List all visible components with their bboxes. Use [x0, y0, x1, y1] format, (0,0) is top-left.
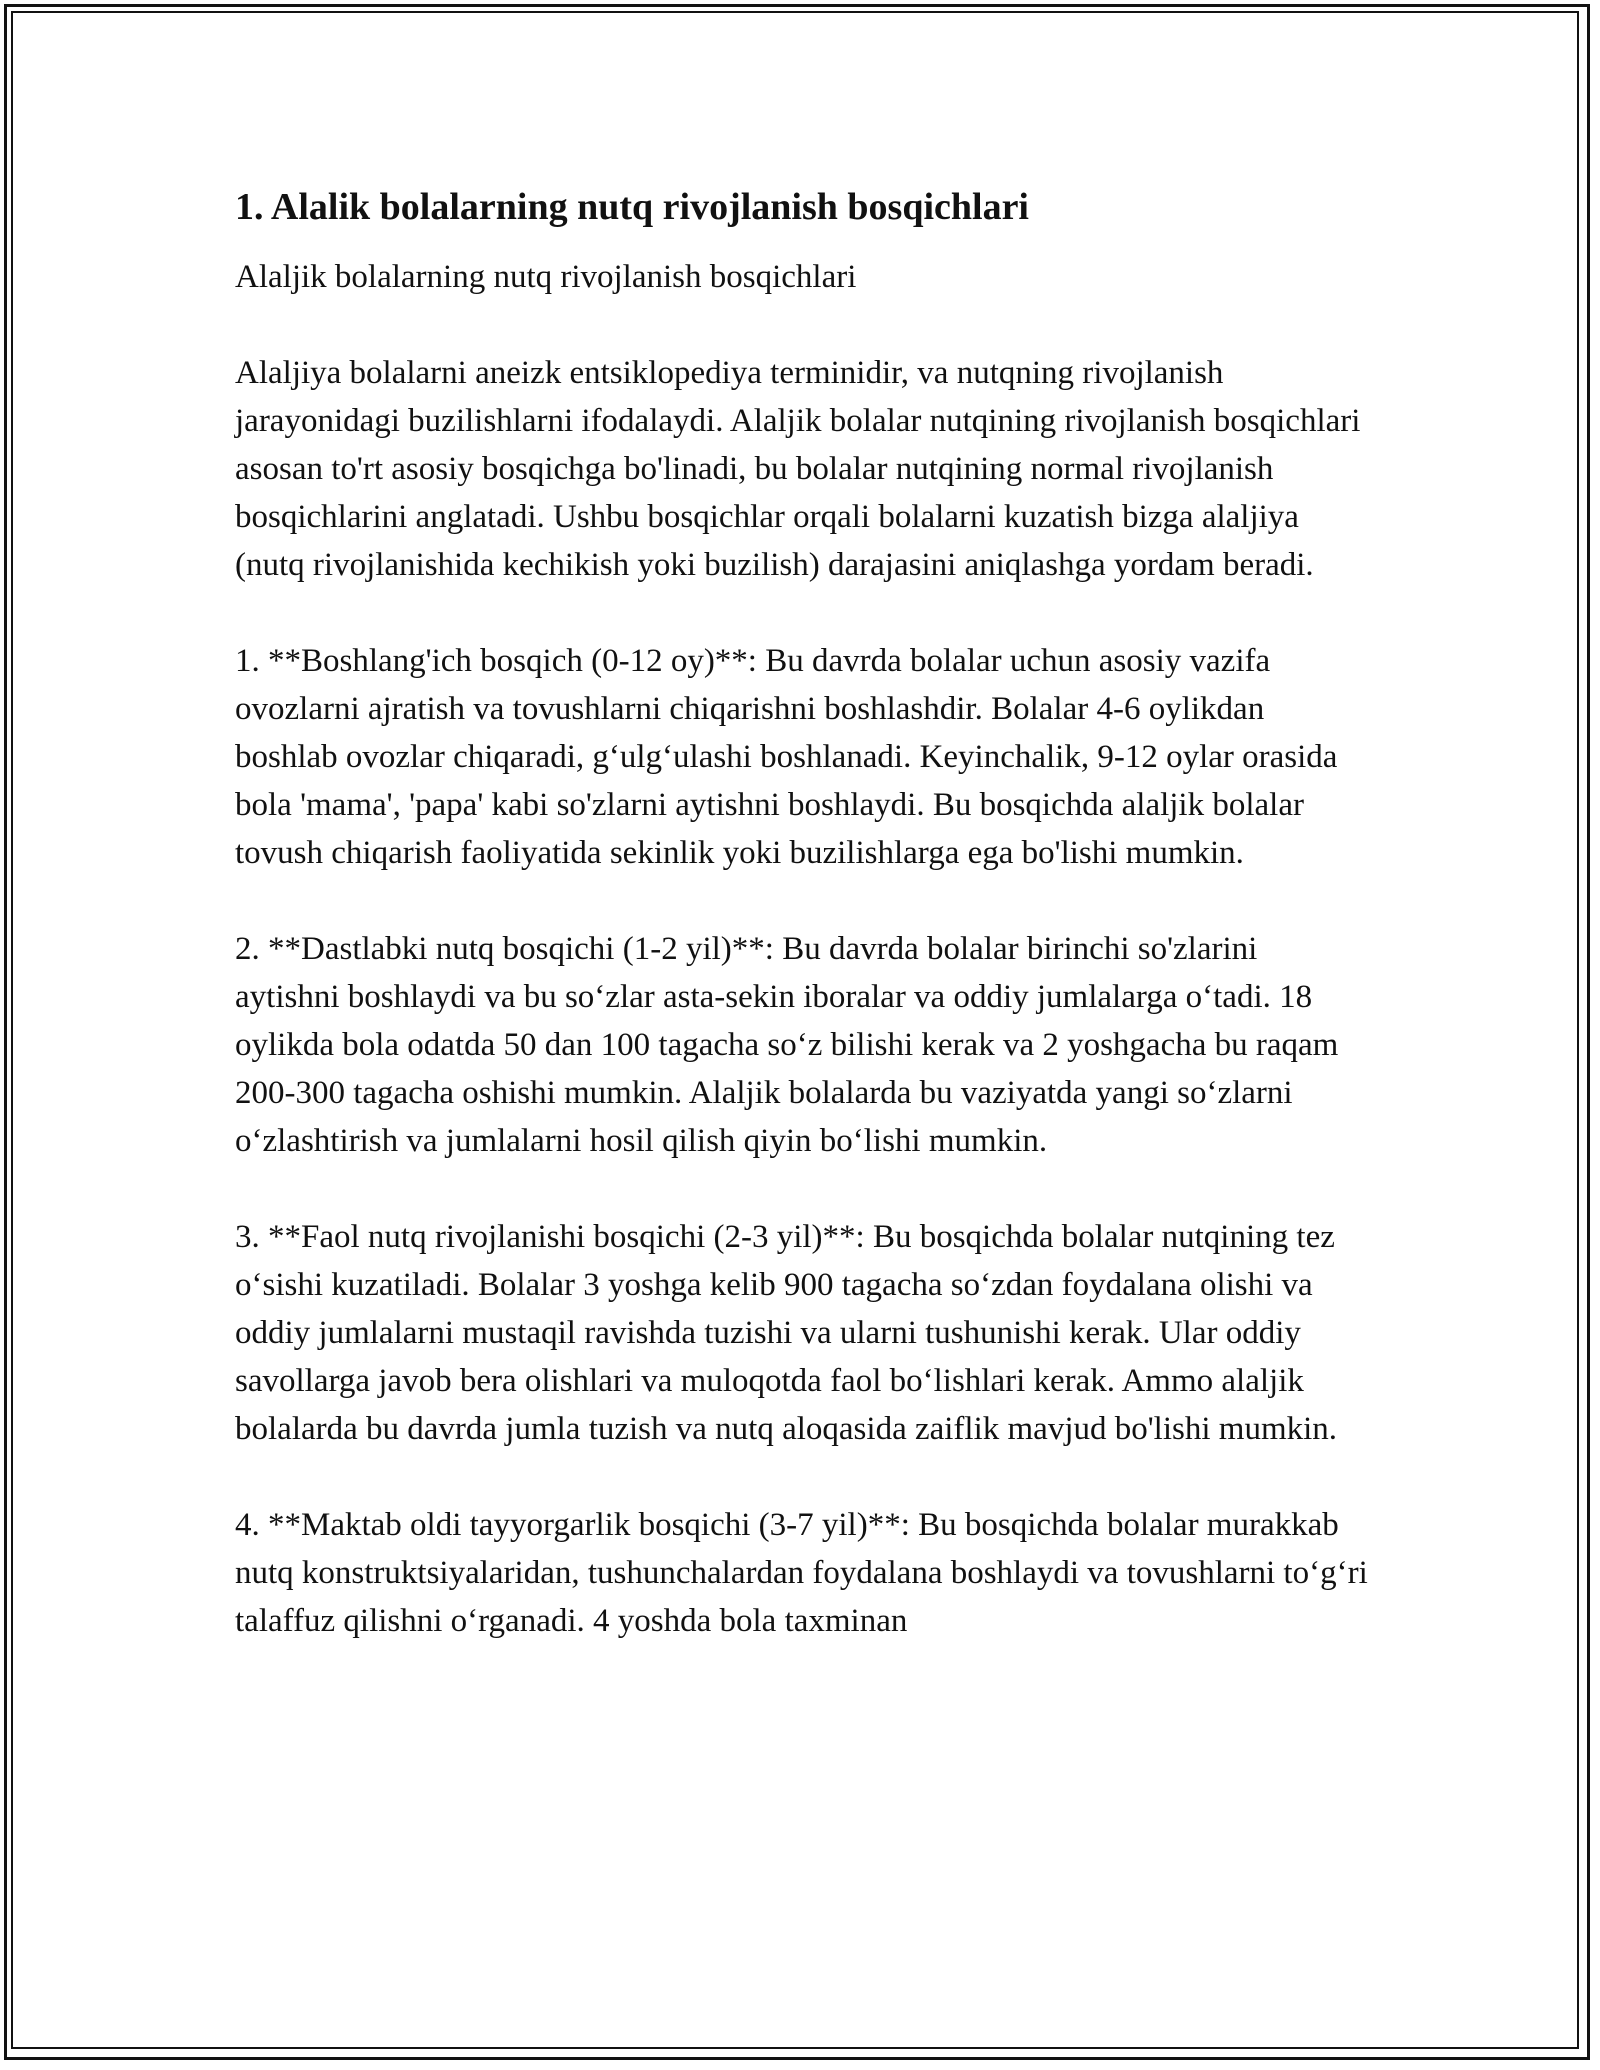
stage-1-paragraph: 1. **Boshlang'ich bosqich (0-12 oy)**: Bu davrda bolalar uchun asosiy vazifa ovozlarni ajratish va tovushlarni chiqarishni boshlashdir. Bolalar 4-6 oylikdan boshlab ovozlar chiqaradi, g‘ulg‘ulashi boshlanadi. Keyinchalik, 9-12 oylar orasida bola 'mama', 'papa' kabi so'zlarni aytishni boshlaydi. Bu bosqichda alaljik bolalar tovush chiqarish faoliyatida sekinlik yoki buzilishlarga ega bo'lishi mumkin.	[235, 643, 1338, 871]
intro-paragraph: Alaljiya bolalarni aneizk entsiklopediya terminidir, va nutqning rivojlanish jarayonidagi buzilishlarni ifodalaydi. Alaljik bolalar nutqining rivojlanish bosqichlari asosan to'rt asosiy bosqichga bo'linadi, bu bolalar nutqining normal rivojlanish bosqichlarini anglatadi. Ushbu bosqichlar orqali bolalarni kuzatish bizga alaljiya (nutq rivojlanishida kechikish yoki buzilish) darajasini aniqlashga yordam beradi.	[235, 355, 1361, 583]
document-body	[235, 183, 1370, 1645]
stage-4-paragraph: 4. **Maktab oldi tayyorgarlik bosqichi (3-7 yil)**: Bu bosqichda bolalar murakkab nutq konstruktsiyalaridan, tushunchalardan foydalana boshlaydi va tovushlarni to‘g‘ri talaffuz qilishni o‘rganadi. 4 yoshda bola taxminan	[235, 1507, 1368, 1639]
document-subheading: Alaljik bolalarning nutq rivojlanish bosqichlari	[235, 259, 857, 295]
stage-2-paragraph: 2. **Dastlabki nutq bosqichi (1-2 yil)**: Bu davrda bolalar birinchi so'zlarini aytishni boshlaydi va bu so‘zlar asta-sekin iboralar va oddiy jumlalarga o‘tadi. 18 oylikda bola odatda 50 dan 100 tagacha so‘z bilishi kerak va 2 yoshgacha bu raqam 200-300 tagacha oshishi mumkin. Alaljik bolalarda bu vaziyatda yangi so‘zlarni o‘zlashtirish va jumlalarni hosil qilish qiyin bo‘lishi mumkin.	[235, 931, 1339, 1159]
stage-3-paragraph: 3. **Faol nutq rivojlanishi bosqichi (2-3 yil)**: Bu bosqichda bolalar nutqining tez o‘sishi kuzatiladi. Bolalar 3 yoshga kelib 900 tagacha so‘zdan foydalana olishi va oddiy jumlalarni mustaqil ravishda tuzishi va ularni tushunishi kerak. Ular oddiy savollarga javob bera olishlari va muloqotda faol bo‘lishlari kerak. Ammo alaljik bolalarda bu davrda jumla tuzish va nutq aloqasida zaiflik mavjud bo'lishi mumkin.	[235, 1219, 1338, 1447]
document-heading: 1. Alalik bolalarning nutq rivojlanish bosqichlari	[235, 186, 1029, 228]
